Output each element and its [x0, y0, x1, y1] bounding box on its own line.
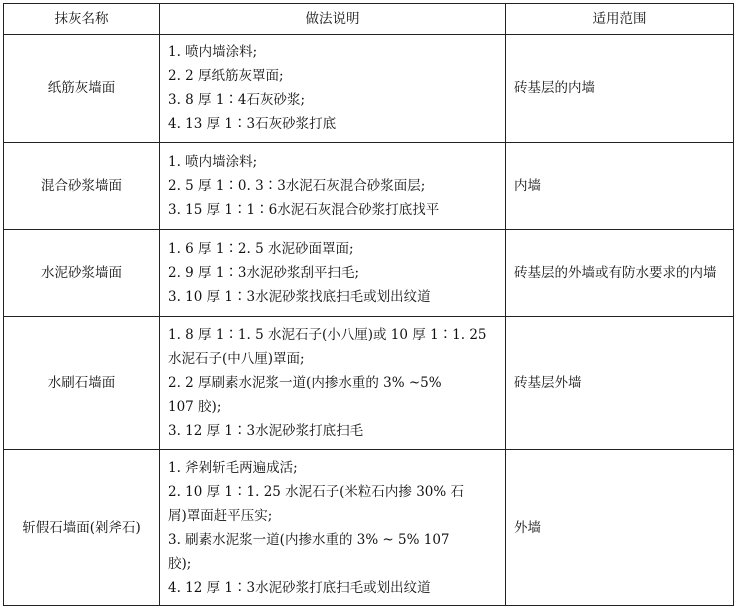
row-scope [506, 230, 734, 317]
method-line: 2. 9 厚 1∶3水泥砂浆刮平扫毛; [168, 265, 360, 282]
method-line: 水泥石子(中八厘)罩面; [168, 351, 305, 368]
method-line: 1. 8 厚 1∶1. 5 水泥石子(小八厘)或 10 厚 1∶1. 25 [168, 327, 487, 344]
table-row [4, 35, 734, 143]
row-method [160, 230, 506, 317]
method-line: 1. 斧剁斩毛两遍成活; [168, 459, 298, 476]
row-method [160, 142, 506, 229]
scope-text: 砖基层的外墙或有防水要求的内墙 [514, 265, 717, 282]
table-row [4, 230, 734, 317]
table-row [4, 450, 734, 606]
method-line: 2. 5 厚 1∶0. 3∶3水泥石灰混合砂浆面层; [168, 177, 426, 194]
method-line: 1. 6 厚 1∶2. 5 水泥砂面罩面; [168, 241, 354, 258]
method-line: 4. 13 厚 1∶3石灰砂浆打底 [168, 116, 337, 133]
table-header-row [4, 4, 734, 35]
method-line: 3. 刷素水泥浆一道(内掺水重的 3% ~ 5% 107 [168, 531, 450, 548]
row-name: 斩假石墙面(剁斧石) [4, 450, 160, 606]
method-line: 2. 10 厚 1∶1. 25 水泥石子(米粒石内掺 30% 石 [168, 483, 465, 500]
method-line: 107 胶); [168, 399, 222, 416]
row-name: 水刷石墙面 [4, 317, 160, 450]
row-name: 纸筋灰墙面 [4, 35, 160, 143]
row-scope: 砖基层外墙 [506, 317, 734, 450]
method-line: 屑)罩面赶平压实; [168, 507, 273, 524]
header-method-description: 做法说明 [160, 4, 506, 35]
method-line: 2. 2 厚刷素水泥浆一道(内掺水重的 3% ~5% [168, 375, 442, 392]
row-name: 水泥砂浆墙面 [4, 230, 160, 317]
row-scope: 砖基层的内墙 [506, 35, 734, 143]
method-line: 1. 喷内墙涂料; [168, 153, 258, 170]
row-method [160, 450, 506, 606]
method-line: 1. 喷内墙涂料; [168, 44, 258, 61]
header-application-scope: 适用范围 [506, 4, 734, 35]
row-method [160, 35, 506, 143]
row-name: 混合砂浆墙面 [4, 142, 160, 229]
plaster-specification-table [3, 3, 734, 606]
method-line: 3. 8 厚 1∶4石灰砂浆; [168, 92, 306, 109]
method-line: 4. 12 厚 1∶3水泥砂浆打底扫毛或划出纹道 [168, 579, 431, 596]
row-scope: 内墙 [506, 142, 734, 229]
method-line: 胶); [168, 555, 192, 572]
method-line: 3. 15 厚 1∶1∶6水泥石灰混合砂浆打底找平 [168, 201, 440, 218]
method-line: 3. 10 厚 1∶3水泥砂浆找底扫毛或划出纹道 [168, 289, 431, 306]
method-line: 3. 12 厚 1∶3水泥砂浆打底扫毛 [168, 423, 364, 440]
row-scope: 外墙 [506, 450, 734, 606]
table-row [4, 142, 734, 229]
header-plaster-name: 抹灰名称 [4, 4, 160, 35]
method-line: 2. 2 厚纸筋灰罩面; [168, 68, 284, 85]
table-row [4, 317, 734, 450]
row-method [160, 317, 506, 450]
